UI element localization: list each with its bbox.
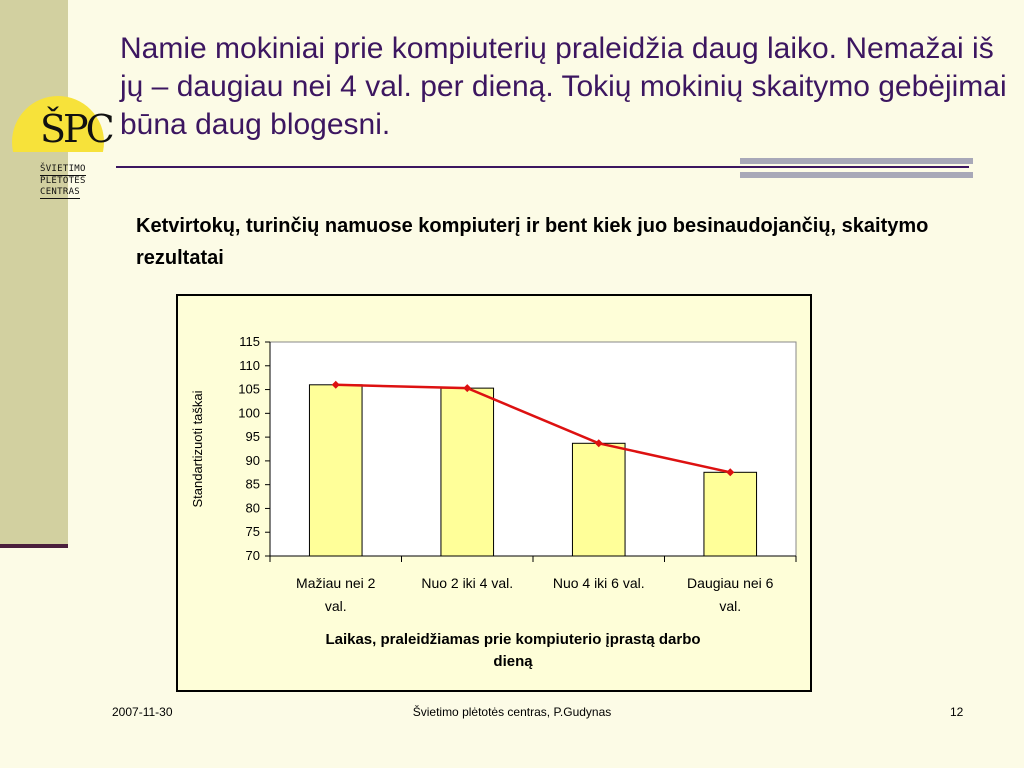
footer-date: 2007-11-30 — [112, 705, 173, 719]
x-category-label: Nuo 2 iki 4 val. — [421, 575, 514, 591]
y-tick-label: 80 — [245, 500, 260, 516]
x-category-label: Mažiau nei 2 — [296, 575, 376, 591]
bar — [704, 472, 757, 556]
x-category-label: Daugiau nei 6 — [687, 575, 774, 591]
x-axis-title: Laikas, praleidžiamas prie kompiuterio įprastą darbo — [325, 631, 701, 648]
y-tick-label: 110 — [239, 357, 260, 373]
left-decor-band — [0, 0, 68, 548]
logo-line-3: CENTRAS — [40, 187, 81, 197]
y-tick-label: 115 — [239, 334, 260, 349]
chart-svg — [178, 296, 810, 690]
y-tick-label: 95 — [245, 429, 260, 445]
y-tick-label: 105 — [238, 381, 260, 397]
logo-line-1: ŠVIETIMO — [40, 164, 86, 174]
logo-line-2: PLĖTOTĖS — [40, 176, 86, 186]
chart-subtitle: Ketvirtokų, turinčių namuose kompiuterį ir bent kiek juo besinaudojančių, skaitymo rezultatai — [136, 215, 929, 269]
x-category-label: Nuo 4 iki 6 val. — [552, 575, 645, 591]
footer-page-number: 12 — [950, 705, 964, 719]
title-decor-bar-upper — [740, 158, 973, 164]
y-tick-label: 75 — [245, 524, 260, 540]
logo-letters: ŠPC — [40, 107, 112, 151]
title-decor-bar-lower — [740, 172, 973, 178]
y-axis-title: Standartizuoti taškai — [190, 390, 205, 508]
y-tick-label: 70 — [245, 548, 260, 563]
logo-text — [40, 164, 100, 199]
spc-logo — [6, 92, 116, 222]
left-decor-rule — [0, 544, 68, 548]
slide-title: Namie mokiniai prie kompiuterių praleidžia daug laiko. Nemažai iš jų – daugiau nei 4 val. per dieną. Tokių mokinių skaitymo gebėjimai būna daug blogesni. — [120, 32, 1007, 141]
y-tick-label: 100 — [238, 405, 260, 421]
y-tick-label: 85 — [245, 476, 260, 492]
x-category-label: val. — [719, 598, 742, 614]
x-category-label: val. — [324, 598, 347, 614]
bar — [309, 385, 362, 556]
y-tick-label: 90 — [245, 452, 260, 468]
chart-container — [176, 294, 812, 692]
bar — [572, 443, 625, 556]
bar — [441, 388, 494, 556]
footer-source: Švietimo plėtotės centras, P.Gudynas — [412, 705, 612, 719]
x-axis-title: dieną — [493, 653, 533, 670]
title-underline — [116, 166, 969, 168]
